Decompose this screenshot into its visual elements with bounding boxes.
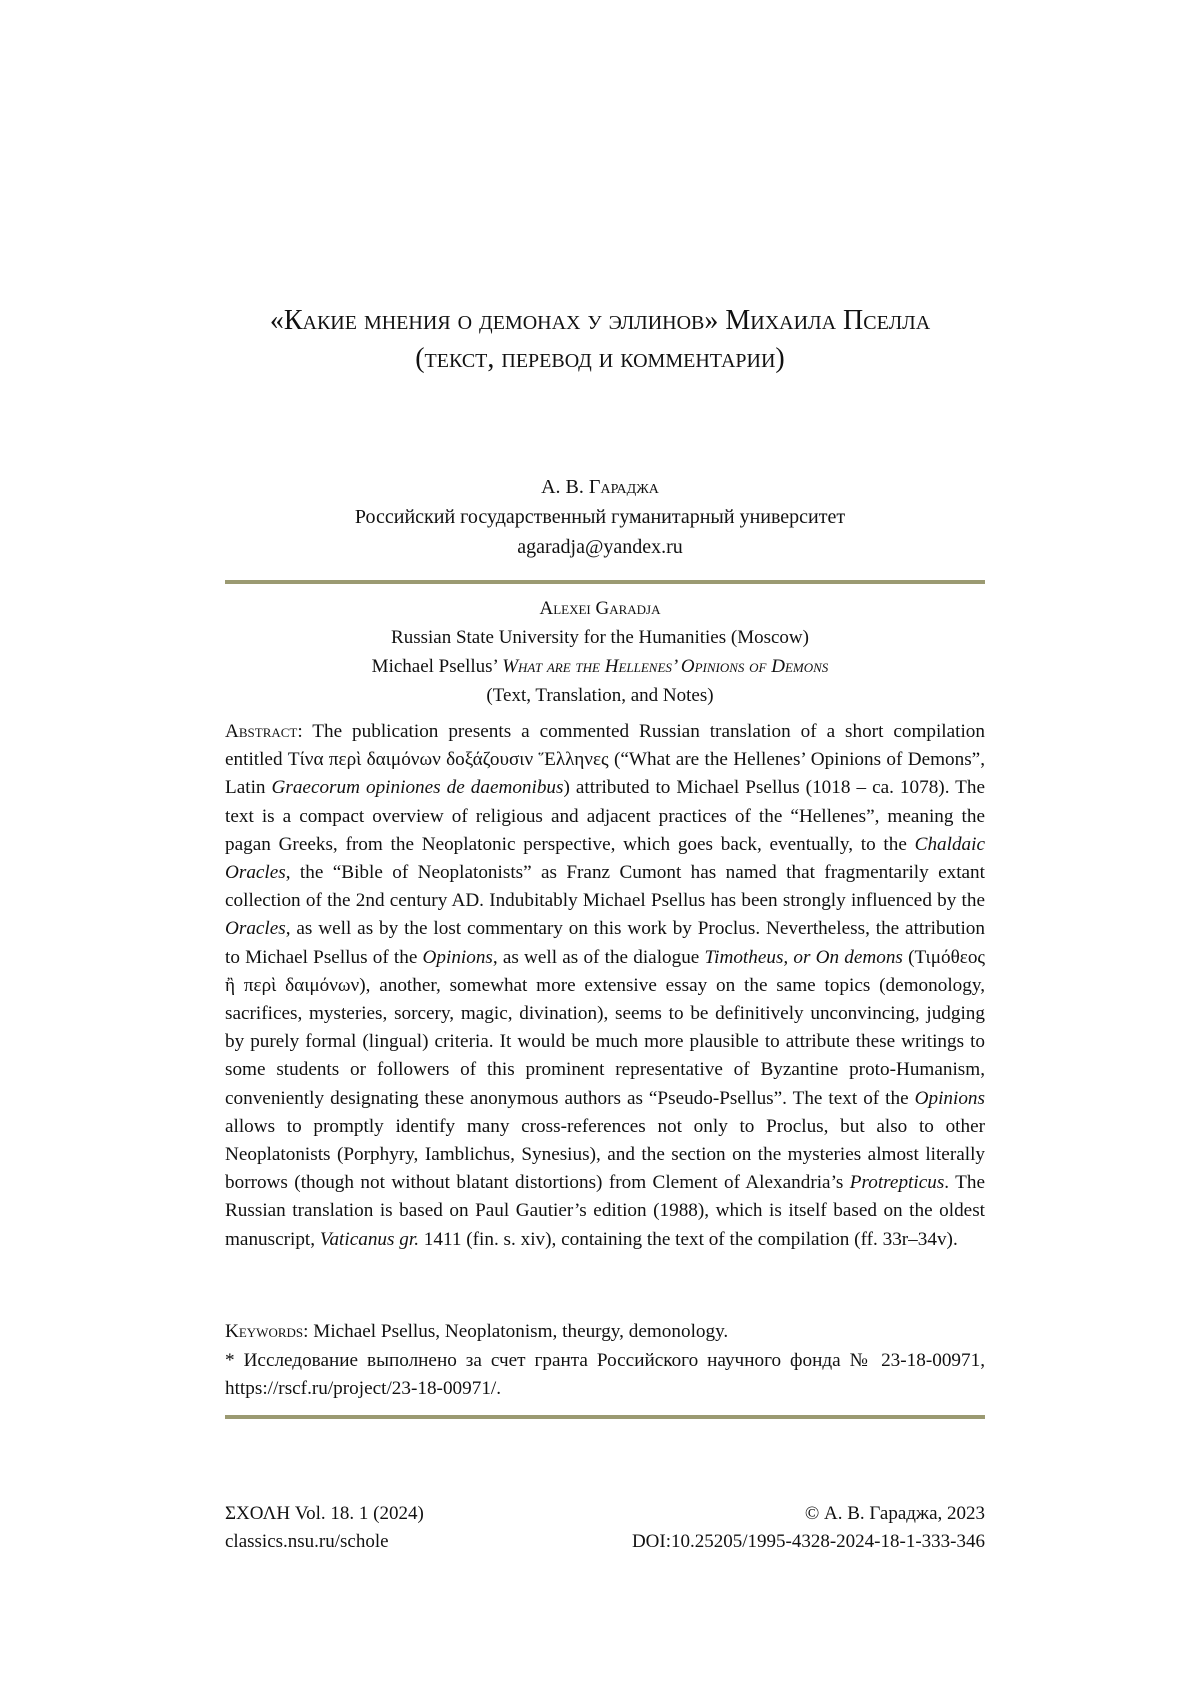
english-title-italic: What are the Hellenes’ Opinions of Demons <box>502 656 829 677</box>
title-line-1: «Какие мнения о демонах у эллинов» Михаила Пселла <box>269 305 931 336</box>
abstract-italic: Graecorum opiniones de daemonibus <box>271 777 564 799</box>
copyright: © А. В. Гараджа, 2023 <box>804 1503 985 1524</box>
abstract-text: . The Russian translation is based on Paul Gautier’s edition (1988), which is itself based on the oldest manuscript, <box>225 1172 985 1250</box>
abstract-italic: Opinions <box>914 1087 985 1109</box>
abstract-text: The publication presents a commented Russian translation of a short compilation entitled Τίνα περὶ δαιμόνων δοξάζουσιν Ἕλληνες (“What are the Hellenes’ Opinions of Demons”, Latin <box>225 721 985 799</box>
bottom-divider <box>225 1415 985 1419</box>
abstract-text: 1411 (fin. s. xiv), containing the text of the compilation (ff. 33r–34v). <box>419 1228 958 1250</box>
author-name-en: Alexei Garadja <box>539 598 661 619</box>
doi: DOI:10.25205/1995-4328-2024-18-1-333-346 <box>631 1531 985 1552</box>
abstract-italic: Opinions <box>422 946 493 968</box>
abstract-text: , as well as of the dialogue <box>492 946 705 968</box>
grant-footnote: * Исследование выполнено за счет гранта Российского научного фонда № 23-18-00971, https://rscf.ru/project/23-18-00971/. <box>225 1350 985 1399</box>
abstract <box>225 718 985 1254</box>
top-divider <box>225 580 985 584</box>
russian-author-block <box>200 472 1000 562</box>
abstract-italic: Vaticanus gr. <box>319 1228 419 1250</box>
title-line-2: (текст, перевод и комментарии) <box>415 343 785 374</box>
abstract-italic: Timotheus, or On demons <box>704 946 903 968</box>
abstract-italic: Protrepticus <box>849 1172 945 1194</box>
abstract-italic: Oracles <box>225 918 286 940</box>
footer-right <box>585 1500 985 1556</box>
author-email: agaradja@yandex.ru <box>517 536 683 558</box>
footer-left <box>225 1500 625 1556</box>
abstract-text: ) attributed to Michael Psellus (1018 – ca. 1078). The text is a compact overview of religious and adjacent practices of the “Hellenes”, meaning the pagan Greeks, from the Neoplatonic perspective, which goes back, eventually, to the <box>225 777 985 855</box>
affiliation-en: Russian State University for the Humanities (Moscow) <box>391 627 809 648</box>
keywords <box>225 1318 985 1346</box>
abstract-text: , as well as by the lost commentary on this work by Proclus. Nevertheless, the attribution to Michael Psellus of the <box>225 918 985 968</box>
keywords-label: Keywords: <box>225 1321 309 1342</box>
abstract-text: (Τιμόθεος ἢ περὶ δαιμόνων), another, somewhat more extensive essay on the same topics (demonology, sacrifices, mysteries, sorcery, magic, divination), seems to be definitively unconvincing, judging by purely formal (lingual) criteria. It would be much more plausible to attribute these writings to some students or followers of this prominent representative of Byzantine proto-Humanism, conveniently designating these anonymous authors as “Pseudo-Psellus”. The text of the <box>225 946 986 1109</box>
english-subtitle: (Text, Translation, and Notes) <box>486 685 714 706</box>
abstract-text: , the “Bible of Neoplatonists” as Franz Cumont has named that fragmentarily extant collection of the 2nd century AD. Indubitably Michael Psellus has been strongly influenced by the <box>225 862 985 912</box>
abstract-label: Abstract: <box>225 721 303 742</box>
author-name-ru: А. В. Гараджа <box>541 476 659 498</box>
affiliation-ru: Российский государственный гуманитарный университет <box>354 506 846 528</box>
english-author-block <box>200 594 1000 710</box>
article-title <box>200 302 1000 378</box>
abstract-text: allows to promptly identify many cross-references not only to Proclus, but also to other Neoplatonists (Porphyry, Iamblichus, Synesius), and the section on the mysteries almost literally borrows (though not without blatant distortions) from Clement of Alexandria’s <box>225 1115 985 1194</box>
journal-citation: ΣΧΟΛΗ Vol. 18. 1 (2024) <box>225 1503 424 1524</box>
english-title-prefix: Michael Psellus’ <box>371 656 498 677</box>
english-title <box>200 652 1000 681</box>
abstract-italic: Chaldaic Oracles <box>225 833 985 884</box>
journal-site: classics.nsu.ru/schole <box>225 1531 389 1552</box>
keywords-text: Michael Psellus, Neoplatonism, theurgy, demonology. <box>308 1321 729 1342</box>
